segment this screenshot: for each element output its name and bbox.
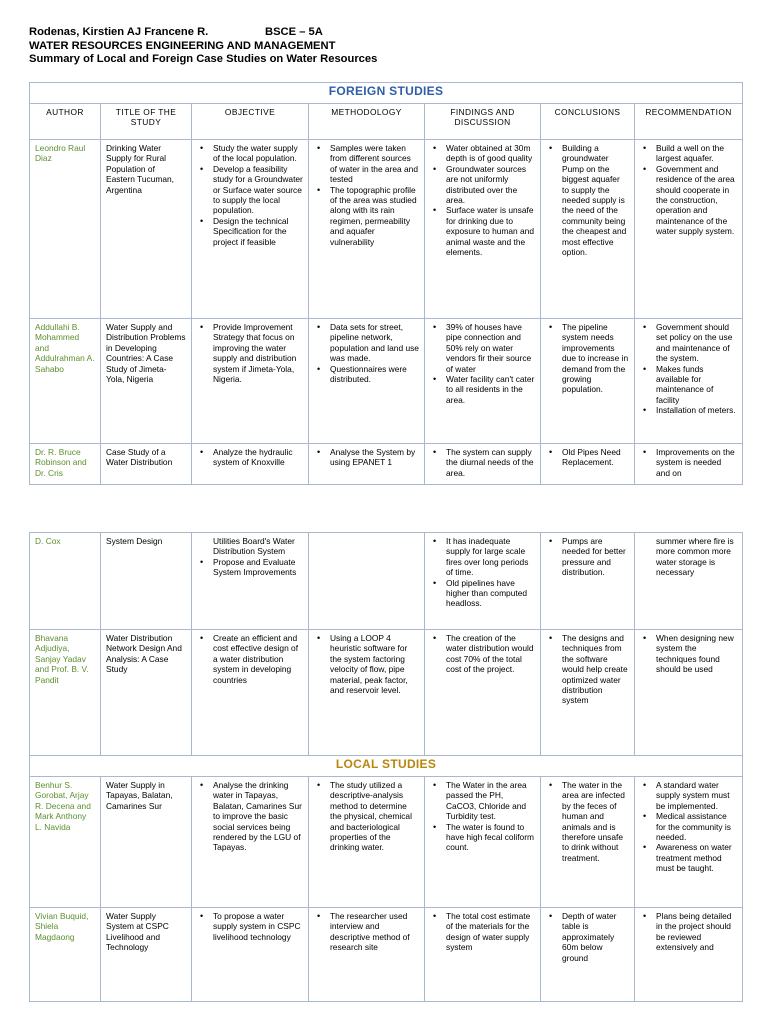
objective-continued: Utilities Board's Water Distribution System <box>213 536 295 557</box>
bullet-item: • Makes funds available for maintenance of facility <box>656 364 737 406</box>
bullet-item: • Improvements on the system is needed and on <box>656 447 737 478</box>
subject-title: WATER RESOURCES ENGINEERING AND MANAGEMENT <box>29 39 336 52</box>
cell-findings <box>425 908 541 1002</box>
bullet-list <box>546 633 629 706</box>
bullet-item: • The system can supply the diurnal needs of the area. <box>446 447 535 478</box>
bullet-item: • Analyze the hydraulic system of Knoxville <box>213 447 303 468</box>
table-row <box>30 319 743 444</box>
bullet-item: • The study utilized a descriptive-analysis method to determine the physical, chemical and bacteriological properties of the drinking water. <box>330 780 419 853</box>
cell-conclusions <box>541 444 635 485</box>
cell-title: Case Study of a Water Distribution <box>101 444 192 485</box>
bullet-item: • The total cost estimate of the materials for the design of water supply system <box>446 911 535 953</box>
foreign-studies-table <box>29 82 743 485</box>
bullet-list <box>546 322 629 395</box>
bullet-item: • Using a LOOP 4 heuristic software for the system factoring velocity of flow, pipe material, peak factor, and reservoir level. <box>330 633 419 695</box>
bullet-list <box>640 780 737 874</box>
cell-author: Leondro Raul Diaz <box>30 140 101 319</box>
bullet-item: • Depth of water table is approximately 60m below ground <box>562 911 629 963</box>
col-recommendation: RECOMMENDATION <box>635 104 743 140</box>
cell-recommendation <box>635 319 743 444</box>
bullet-item: • The designs and techniques from the software would help create optimized water distribution system <box>562 633 629 706</box>
bullet-item: • The creation of the water distribution would cost 70% of the total cost of the project. <box>446 633 535 675</box>
cell-conclusions <box>541 630 635 756</box>
bullet-list <box>314 633 419 695</box>
bullet-list <box>314 780 419 853</box>
bullet-item: • It has inadequate supply for large scale fires over long periods of time. <box>446 536 535 578</box>
cell-methodology <box>309 140 425 319</box>
col-findings: FINDINGS AND DISCUSSION <box>425 104 541 140</box>
table-row <box>30 140 743 319</box>
cell-recommendation <box>635 630 743 756</box>
bullet-item: • Questionnaires were distributed. <box>330 364 419 385</box>
bullet-item: • 39% of houses have pipe connection and 50% rely on water vendors fir their source of water <box>446 322 535 374</box>
bullet-item: • The Water in the area passed the PH, CaCO3, Chloride and Turbidity test. <box>446 780 535 822</box>
bullet-list <box>640 633 737 675</box>
cell-methodology <box>309 777 425 908</box>
bullet-list <box>197 322 303 384</box>
cell-objective <box>192 444 309 485</box>
bullet-item: • Data sets for street, pipeline network, population and land use was made. <box>330 322 419 364</box>
bullet-item: • Provide Improvement Strategy that focus on improving the water supply and distribution system if Jimeta-Yola, Nigeria. <box>213 322 303 384</box>
cell-findings <box>425 140 541 319</box>
bullet-item: • Old pipelines have higher than computed headloss. <box>446 578 535 609</box>
cell-objective <box>192 319 309 444</box>
cell-conclusions <box>541 319 635 444</box>
bullet-list <box>430 780 535 853</box>
bullet-item: • Surface water is unsafe for drinking due to exposure to human and animal waste and the elements. <box>446 205 535 257</box>
bullet-list <box>197 633 303 685</box>
cell-objective <box>192 533 309 630</box>
bullet-item: • Design the technical Specification for the project if feasible <box>213 216 303 247</box>
table-row <box>30 630 743 756</box>
bullet-list <box>197 557 303 578</box>
cell-methodology <box>309 533 425 630</box>
cell-author: Vivian Buquid, Shiela Magdaong <box>30 908 101 1002</box>
bullet-item: • The researcher used interview and descriptive method of research site <box>330 911 419 953</box>
cell-title: Water Supply in Tapayas, Balatan, Camarines Sur <box>101 777 192 908</box>
bullet-item: • The water is found to have high fecal coliform count. <box>446 822 535 853</box>
cell-recommendation <box>635 908 743 1002</box>
bullet-list <box>430 633 535 675</box>
cell-findings <box>425 444 541 485</box>
cell-objective <box>192 630 309 756</box>
bullet-item: • Plans being detailed in the project should be reviewed extensively and <box>656 911 737 953</box>
col-conclusions: CONCLUSIONS <box>541 104 635 140</box>
bullet-list <box>640 322 737 416</box>
bullet-list <box>314 447 419 468</box>
bullet-item: • Water facility can't cater to all residents in the area. <box>446 374 535 405</box>
bullet-item: • Create an efficient and cost effective design of a water distribution system in developing countries <box>213 633 303 685</box>
cell-recommendation <box>635 140 743 319</box>
cell-title: Water Supply System at CSPC Livelihood and Technology <box>101 908 192 1002</box>
col-objective: OBJECTIVE <box>192 104 309 140</box>
bullet-item: • Propose and Evaluate System Improvements <box>213 557 303 578</box>
cell-title: Water Supply and Distribution Problems in Developing Countries: A Case Study of Jimeta- Yola, Nigeria <box>101 319 192 444</box>
col-author: AUTHOR <box>30 104 101 140</box>
cell-objective <box>192 140 309 319</box>
bullet-item: • Samples were taken from different sources of water in the area and tested <box>330 143 419 185</box>
bullet-item: • Installation of meters. <box>656 405 737 415</box>
bullet-list <box>546 780 629 863</box>
bullet-item: • Analyse the System by using EPANET 1 <box>330 447 419 468</box>
cell-title: Water Distribution Network Design And Analysis: A Case Study <box>101 630 192 756</box>
table-row <box>30 444 743 485</box>
cell-findings <box>425 533 541 630</box>
cell-conclusions <box>541 140 635 319</box>
foreign-studies-banner: FOREIGN STUDIES <box>30 83 743 104</box>
column-header-row <box>30 104 743 140</box>
bullet-item: • The water in the area are infected by the feces of human and animals and is therefore unsafe to drink without treatment. <box>562 780 629 863</box>
summary-title: Summary of Local and Foreign Case Studies on Water Resources <box>29 53 378 65</box>
bullet-item: • Build a well on the largest aquafer. <box>656 143 737 164</box>
bullet-list <box>640 911 737 953</box>
cell-conclusions <box>541 533 635 630</box>
bullet-item: • Old Pipes Need Replacement. <box>562 447 629 468</box>
bullet-item: • When designing new system the techniques found should be used <box>656 633 737 675</box>
bullet-list <box>546 911 629 963</box>
cell-author: Dr. R. Bruce Robinson and Dr. Cris <box>30 444 101 485</box>
bullet-list <box>640 447 737 478</box>
cell-title: Drinking Water Supply for Rural Population of Eastern Tucuman, Argentina <box>101 140 192 319</box>
bullet-list <box>430 447 535 478</box>
cell-conclusions <box>541 908 635 1002</box>
table-row <box>30 777 743 908</box>
bullet-list <box>430 536 535 609</box>
bullet-list <box>430 143 535 257</box>
bullet-list <box>430 322 535 405</box>
cell-findings <box>425 630 541 756</box>
cell-methodology <box>309 444 425 485</box>
document-header <box>29 26 377 67</box>
bullet-list <box>546 536 629 578</box>
table-row <box>30 908 743 1002</box>
bullet-item: • Study the water supply of the local population. <box>213 143 303 164</box>
cell-title: System Design <box>101 533 192 630</box>
cell-methodology <box>309 630 425 756</box>
table-row <box>30 533 743 630</box>
cell-author: D. Cox <box>30 533 101 630</box>
cell-objective <box>192 908 309 1002</box>
cell-objective <box>192 777 309 908</box>
cell-recommendation <box>635 444 743 485</box>
cell-author: Addullahi B. Mohammed and Addulrahman A. Sahabo <box>30 319 101 444</box>
local-studies-banner: LOCAL STUDIES <box>30 756 743 777</box>
continued-studies-table <box>29 532 743 1002</box>
cell-recommendation <box>635 533 743 630</box>
cell-findings <box>425 777 541 908</box>
bullet-list <box>640 143 737 237</box>
author-line <box>29 26 377 40</box>
recommendation-continued: summer where fire is more common more water storage is necessary <box>656 536 734 578</box>
bullet-item: • A standard water supply system must be implemented. <box>656 780 737 811</box>
bullet-item: • Analyse the drinking water in Tapayas, Balatan, Camarines Sur to improve the basic social services being rendered by the LGU of Tapayas. <box>213 780 303 853</box>
bullet-list <box>197 447 303 468</box>
bullet-item: • Groundwater sources are not uniformly distributed over the area. <box>446 164 535 206</box>
bullet-list <box>197 780 303 853</box>
bullet-item: • To propose a water supply system in CSPC livelihood technology <box>213 911 303 942</box>
bullet-list <box>197 911 303 942</box>
bullet-item: • Medical assistance for the community is needed. <box>656 811 737 842</box>
bullet-list <box>197 143 303 247</box>
bullet-list <box>546 447 629 468</box>
bullet-list <box>314 143 419 247</box>
cell-recommendation <box>635 777 743 908</box>
cell-findings <box>425 319 541 444</box>
bullet-item: • Government and residence of the area should cooperate in the construction, operation and maintenance of the water supply system. <box>656 164 737 237</box>
bullet-item: • Pumps are needed for better pressure and distribution. <box>562 536 629 578</box>
bullet-item: • The pipeline system needs improvements due to increase in demand from the growing population. <box>562 322 629 395</box>
bullet-list <box>430 911 535 953</box>
bullet-item: • The topographic profile of the area was studied along with its rain regimen, permeability and aquafer vulnerability <box>330 185 419 247</box>
cell-author: Benhur S. Gorobat, Arjay R. Decena and Mark Anthony L. Navida <box>30 777 101 908</box>
bullet-item: • Water obtained at 30m depth is of good quality <box>446 143 535 164</box>
cell-conclusions <box>541 777 635 908</box>
bullet-item: • Awareness on water treatment method must be taught. <box>656 842 737 873</box>
course-section: BSCE – 5A <box>265 26 323 38</box>
bullet-item: • Building a groundwater Pump on the biggest aquafer to supply the needed supply is the need of the community being the cheapest and most effective option. <box>562 143 629 257</box>
bullet-list <box>314 322 419 384</box>
bullet-list <box>546 143 629 257</box>
bullet-item: • Government should set policy on the use and maintenance of the system. <box>656 322 737 364</box>
cell-methodology <box>309 319 425 444</box>
bullet-list <box>314 911 419 953</box>
col-title: TITLE OF THE STUDY <box>101 104 192 140</box>
col-methodology: METHODOLOGY <box>309 104 425 140</box>
bullet-item: • Develop a feasibility study for a Groundwater or Surface water source to supply the local population. <box>213 164 303 216</box>
cell-author: Bhavana Adjudiya, Sanjay Yadav and Prof. B. V. Pandit <box>30 630 101 756</box>
cell-methodology <box>309 908 425 1002</box>
student-name: Rodenas, Kirstien AJ Francene R. <box>29 26 209 38</box>
